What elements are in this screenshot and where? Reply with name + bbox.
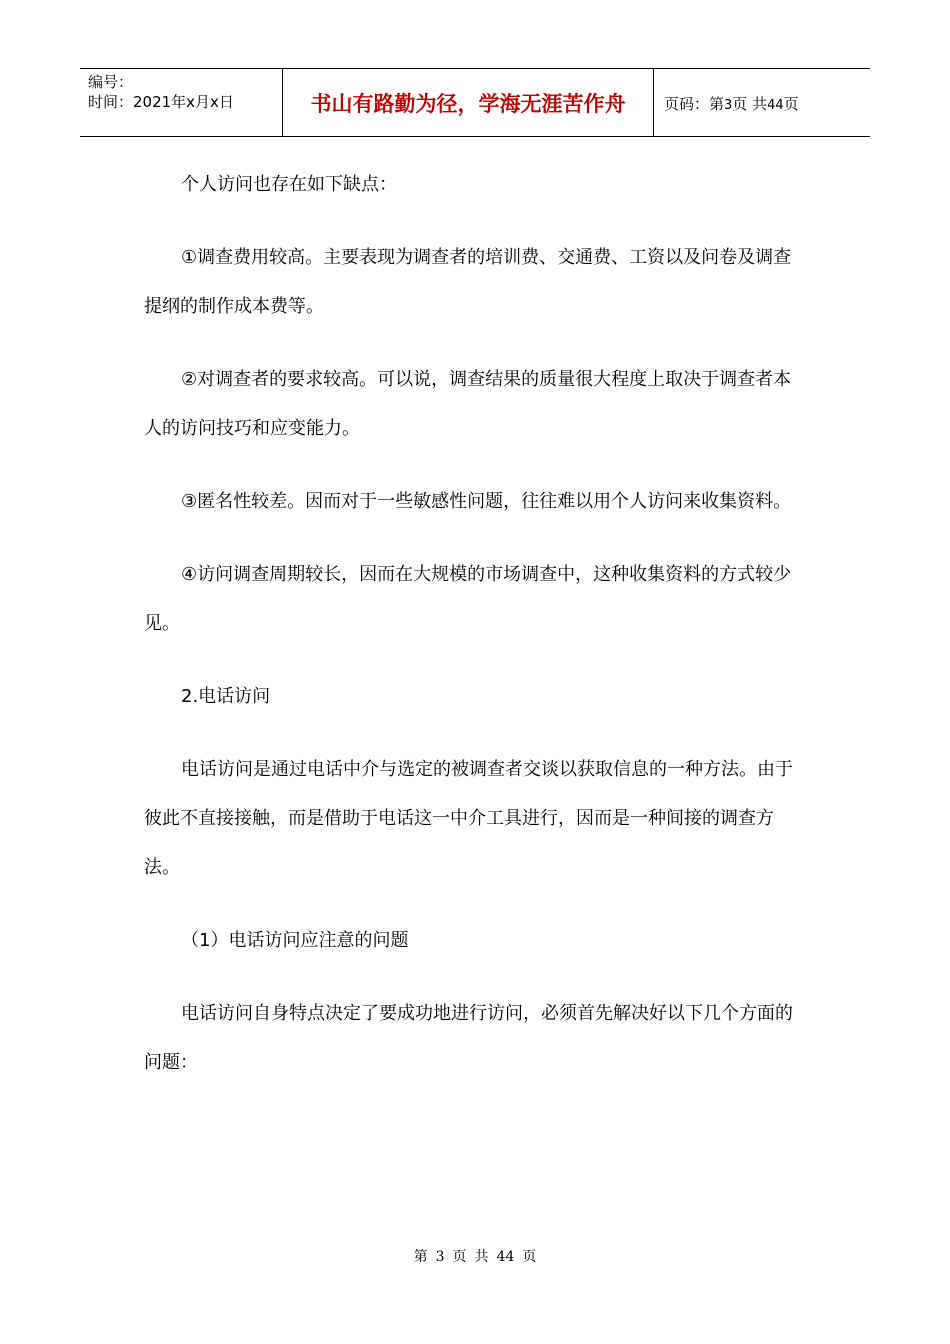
footer-label: 页 — [522, 1249, 537, 1265]
total-pages: 44 — [767, 98, 784, 113]
total-label: 共 — [752, 95, 768, 113]
footer-label: 页 — [452, 1249, 467, 1265]
page-number: 3 — [724, 98, 733, 113]
footer-page-number: 3 — [435, 1249, 445, 1265]
section-heading: 2.电话访问 — [181, 686, 271, 707]
document-body — [144, 160, 804, 1111]
page-footer — [0, 1246, 950, 1266]
paragraph: 电话访问是通过电话中介与选定的被调查者交谈以获取信息的一种方法。由于彼此不直接接触，而是借助于电话这一中介工具进行，因而是一种间接的调查方法。 — [144, 759, 793, 878]
paragraph: 个人访问也存在如下缺点： — [181, 174, 397, 195]
footer-label: 第 — [413, 1249, 428, 1265]
footer-label: 共 — [474, 1249, 489, 1265]
document-date: 时间：2021年x月x日 — [88, 93, 234, 111]
paragraph: ③匿名性较差。因而对于一些敏感性问题，往往难以用个人访问来收集资料。 — [181, 491, 792, 512]
footer-total-pages: 44 — [496, 1249, 515, 1265]
subsection-heading: （1）电话访问应注意的问题 — [181, 930, 409, 951]
document-number-label: 编号： — [88, 73, 134, 91]
total-unit: 页 — [783, 95, 799, 113]
paragraph: ②对调查者的要求较高。可以说，调查结果的质量很大程度上取决于调查者本人的访问技巧和应变能力。 — [144, 369, 792, 439]
paragraph: ④访问调查周期较长，因而在大规模的市场调查中，这种收集资料的方式较少见。 — [144, 564, 792, 634]
page-unit: 页 — [732, 95, 748, 113]
paragraph: 电话访问自身特点决定了要成功地进行访问，必须首先解决好以下几个方面的问题： — [144, 1003, 793, 1073]
header-motto: 书山有路勤为径，学海无涯苦作舟 — [282, 69, 654, 136]
header-page-info — [654, 69, 870, 136]
paragraph: ①调查费用较高。主要表现为调查者的培训费、交通费、工资以及问卷及调查提纲的制作成本费等。 — [144, 247, 792, 317]
page-label: 页码：第 — [664, 95, 725, 113]
page-header — [80, 68, 870, 137]
header-meta — [80, 69, 282, 136]
